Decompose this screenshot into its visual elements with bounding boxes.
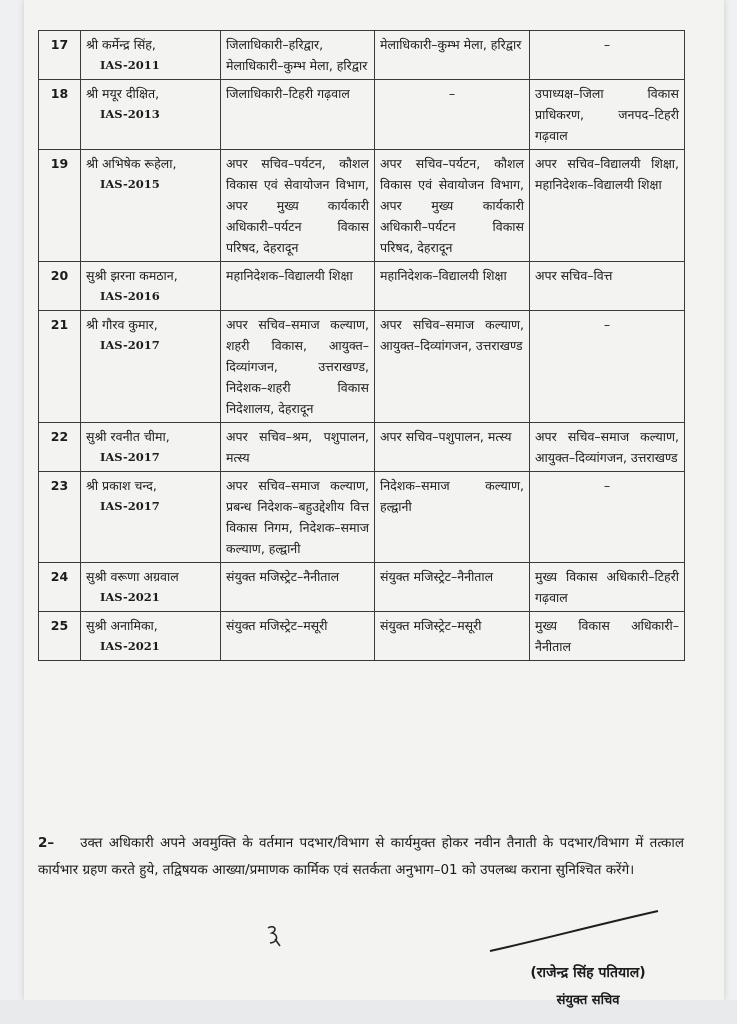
serial-number: 17 xyxy=(39,31,81,80)
relieved-from-cell xyxy=(375,80,530,150)
relieved-from: अपर सचिव–समाज कल्याण, आयुक्त–दिव्यांगजन, उत्तराखण्ड xyxy=(380,317,524,353)
officer-name: सुश्री वरूणा अग्रवाल xyxy=(86,569,179,584)
new-posting: – xyxy=(603,317,611,332)
service-batch: IAS-2017 xyxy=(100,450,160,464)
relieved-from: अपर सचिव–पशुपालन, मत्स्य xyxy=(380,429,512,444)
signatory-designation xyxy=(488,990,688,1000)
current-post: अपर सचिव–पर्यटन, कौशल विकास एवं सेवायोजन विभाग, अपर मुख्य कार्यकारी अधिकारी–पर्यटन विकास परिषद, देहरादून xyxy=(226,156,369,255)
service-batch: IAS-2017 xyxy=(100,499,160,513)
relieved-from-cell xyxy=(375,472,530,563)
new-posting-cell xyxy=(530,311,685,423)
current-post: अपर सचिव–श्रम, पशुपालन, मत्स्य xyxy=(226,429,369,465)
current-post: अपर सचिव–समाज कल्याण, प्रबन्ध निदेशक–बहुउद्देशीय वित्त विकास निगम, निदेशक–समाज कल्याण, हल्द्वानी xyxy=(226,478,369,556)
new-posting-cell xyxy=(530,31,685,80)
table-row xyxy=(39,472,685,563)
serial-number: 20 xyxy=(39,262,81,311)
new-posting-cell xyxy=(530,150,685,262)
officer-cell xyxy=(81,612,221,661)
table-row xyxy=(39,262,685,311)
current-post-cell xyxy=(221,563,375,612)
new-posting: मुख्य विकास अधिकारी–टिहरी गढ़वाल xyxy=(535,569,679,605)
officer-name: श्री अभिषेक रूहेला, xyxy=(86,156,177,171)
current-post-cell xyxy=(221,80,375,150)
officer-cell xyxy=(81,472,221,563)
service-batch: IAS-2021 xyxy=(100,639,160,653)
serial-number: 24 xyxy=(39,563,81,612)
signature-mark xyxy=(486,905,662,959)
current-post: जिलाधिकारी–टिहरी गढ़वाल xyxy=(226,86,350,101)
service-batch: IAS-2017 xyxy=(100,338,160,352)
paragraph-number: 2– xyxy=(38,835,55,851)
service-batch: IAS-2021 xyxy=(100,590,160,604)
table-row xyxy=(39,423,685,472)
posting-table-body xyxy=(39,31,685,661)
table-row xyxy=(39,150,685,262)
new-posting: मुख्य विकास अधिकारी–नैनीताल xyxy=(535,618,679,654)
current-post-cell xyxy=(221,612,375,661)
instruction-paragraph xyxy=(38,830,684,884)
officer-name: सुश्री अनामिका, xyxy=(86,618,158,633)
officer-cell xyxy=(81,262,221,311)
current-post-cell xyxy=(221,262,375,311)
new-posting-cell xyxy=(530,423,685,472)
officer-name: श्री कर्मेन्द्र सिंह, xyxy=(86,37,156,52)
officer-cell xyxy=(81,423,221,472)
serial-number: 23 xyxy=(39,472,81,563)
officer-name: श्री प्रकाश चन्द, xyxy=(86,478,157,493)
relieved-from-cell xyxy=(375,31,530,80)
posting-table xyxy=(38,30,685,661)
relieved-from: – xyxy=(448,86,456,101)
officer-cell xyxy=(81,80,221,150)
background-strip xyxy=(0,1000,737,1024)
current-post-cell xyxy=(221,150,375,262)
officer-name: सुश्री झरना कमठान, xyxy=(86,268,178,283)
serial-number: 21 xyxy=(39,311,81,423)
table-row xyxy=(39,563,685,612)
current-post-cell xyxy=(221,423,375,472)
current-post: जिलाधिकारी–हरिद्वार, मेलाधिकारी–कुम्भ मेला, हरिद्वार xyxy=(226,37,368,73)
current-post: संयुक्त मजिस्ट्रेट–नैनीताल xyxy=(226,569,340,584)
relieved-from-cell xyxy=(375,612,530,661)
new-posting: अपर सचिव–विद्यालयी शिक्षा, महानिदेशक–विद्यालयी शिक्षा xyxy=(535,156,679,192)
new-posting-cell xyxy=(530,563,685,612)
officer-cell xyxy=(81,150,221,262)
table-row xyxy=(39,80,685,150)
new-posting: – xyxy=(603,478,611,493)
new-posting: अपर सचिव–वित्त xyxy=(535,268,613,283)
officer-cell xyxy=(81,311,221,423)
current-post-cell xyxy=(221,31,375,80)
new-posting-cell xyxy=(530,262,685,311)
relieved-from: मेलाधिकारी–कुम्भ मेला, हरिद्वार xyxy=(380,37,522,52)
new-posting: अपर सचिव–समाज कल्याण, आयुक्त–दिव्यांगजन, उत्तराखण्ड xyxy=(535,429,679,465)
new-posting-cell xyxy=(530,472,685,563)
relieved-from: निदेशक–समाज कल्याण, हल्द्वानी xyxy=(380,478,524,514)
serial-number: 18 xyxy=(39,80,81,150)
relieved-from-cell xyxy=(375,262,530,311)
service-batch: IAS-2016 xyxy=(100,289,160,303)
signatory-name: (राजेन्द्र सिंह पतियाल) xyxy=(530,965,646,981)
serial-number: 25 xyxy=(39,612,81,661)
new-posting: उपाध्यक्ष–जिला विकास प्राधिकरण, जनपद–टिहरी गढ़वाल xyxy=(535,86,679,143)
relieved-from-cell xyxy=(375,423,530,472)
relieved-from-cell xyxy=(375,563,530,612)
service-batch: IAS-2011 xyxy=(100,58,160,72)
paragraph-text: उक्त अधिकारी अपने अवमुक्ति के वर्तमान पदभार/विभाग से कार्यमुक्त होकर नवीन तैनाती के पदभार/विभाग में तत्काल कार्यभार ग्रहण करते हुये, तद्विषयक आख्या/प्रमाणक कार्मिक एवं सतर्कता अनुभाग–01 को उपलब्ध कराना सुनिश्चित करेंगे। xyxy=(38,835,684,878)
relieved-from-cell xyxy=(375,311,530,423)
relieved-from: संयुक्त मजिस्ट्रेट–नैनीताल xyxy=(380,569,494,584)
current-post: महानिदेशक–विद्यालयी शिक्षा xyxy=(226,268,353,283)
current-post: अपर सचिव–समाज कल्याण, शहरी विकास, आयुक्त–दिव्यांगजन, उत्तराखण्ड, निदेशक–शहरी विकास निदेशालय, देहरादून xyxy=(226,317,369,416)
officer-name: श्री गौरव कुमार, xyxy=(86,317,158,332)
new-posting-cell xyxy=(530,80,685,150)
current-post-cell xyxy=(221,472,375,563)
relieved-from: महानिदेशक–विद्यालयी शिक्षा xyxy=(380,268,507,283)
service-batch: IAS-2013 xyxy=(100,107,160,121)
officer-name: सुश्री रवनीत चीमा, xyxy=(86,429,170,444)
new-posting-cell xyxy=(530,612,685,661)
serial-number: 19 xyxy=(39,150,81,262)
officer-name: श्री मयूर दीक्षित, xyxy=(86,86,160,101)
service-batch: IAS-2015 xyxy=(100,177,160,191)
officer-cell xyxy=(81,563,221,612)
table-row xyxy=(39,311,685,423)
new-posting: – xyxy=(603,37,611,52)
current-post: संयुक्त मजिस्ट्रेट–मसूरी xyxy=(226,618,328,633)
relieved-from: संयुक्त मजिस्ट्रेट–मसूरी xyxy=(380,618,482,633)
serial-number: 22 xyxy=(39,423,81,472)
table-row xyxy=(39,612,685,661)
relieved-from-cell xyxy=(375,150,530,262)
table-row xyxy=(39,31,685,80)
relieved-from: अपर सचिव–पर्यटन, कौशल विकास एवं सेवायोजन विभाग, अपर मुख्य कार्यकारी अधिकारी–पर्यटन विकास परिषद, देहरादून xyxy=(380,156,524,255)
initials-mark xyxy=(262,922,286,948)
officer-cell xyxy=(81,31,221,80)
current-post-cell xyxy=(221,311,375,423)
